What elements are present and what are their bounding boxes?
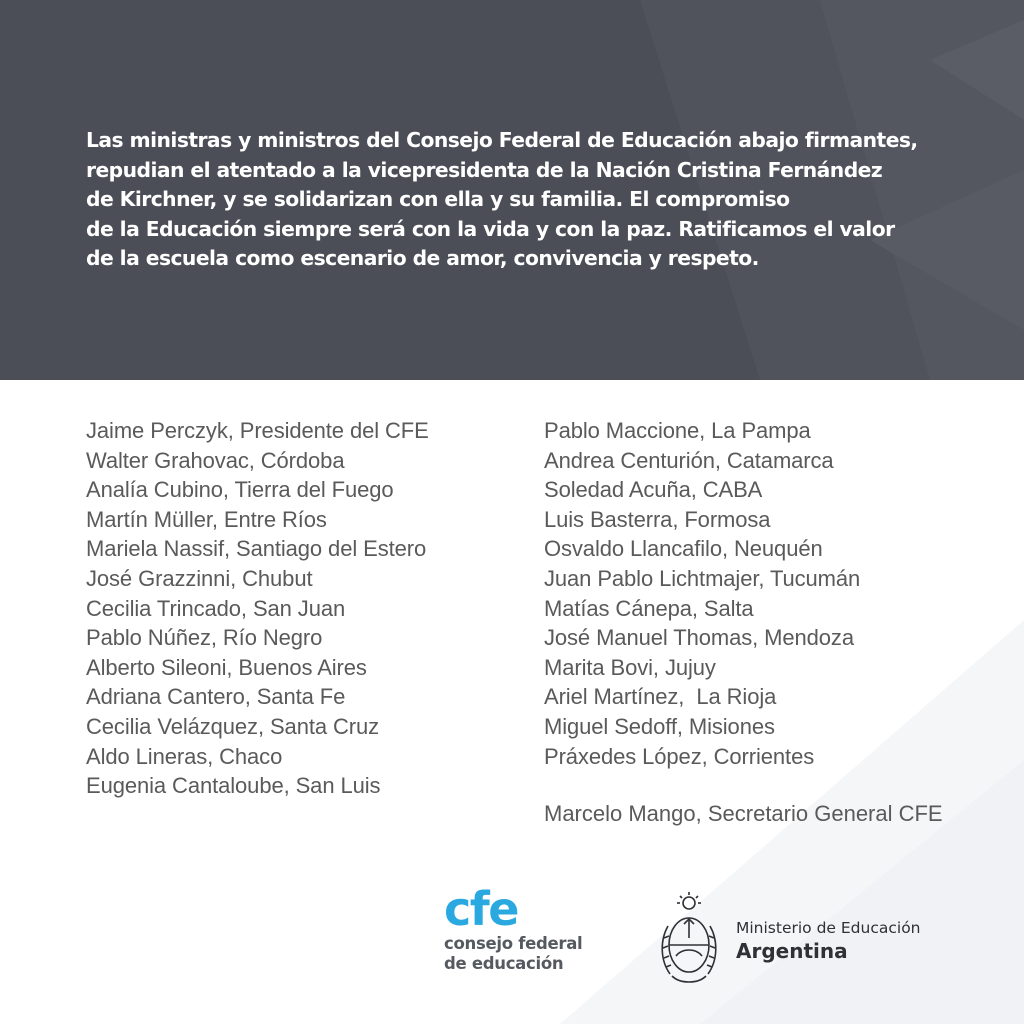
secretary-signatory: Marcelo Mango, Secretario General CFE xyxy=(544,801,943,826)
signatory: Adriana Cantero, Santa Fe xyxy=(86,684,346,710)
coat-of-arms-icon xyxy=(656,890,722,988)
signatory: Juan Pablo Lichtmajer, Tucumán xyxy=(544,565,861,591)
signatory: Ariel Martínez, La Rioja xyxy=(544,684,777,710)
cfe-logo-mark: cfe xyxy=(444,882,518,936)
signatory: Eugenia Cantaloube, San Luis xyxy=(86,773,381,799)
cfe-logo-line2: de educación xyxy=(444,954,564,973)
signatory: Walter Grahovac, Córdoba xyxy=(86,447,345,473)
signatory: Miguel Sedoff, Misiones xyxy=(544,713,775,739)
signatory: Cecilia Velázquez, Santa Cruz xyxy=(86,713,380,739)
signatory: Matías Cánepa, Salta xyxy=(544,595,754,621)
signatory: Soledad Acuña, CABA xyxy=(544,477,763,503)
signatories-right-column xyxy=(544,416,860,771)
signatory: Luis Basterra, Formosa xyxy=(544,506,771,532)
country-name: Argentina xyxy=(736,939,848,963)
statement-line: de la Educación siempre será con la vida y con la paz. Ratificamos el valor xyxy=(86,216,895,241)
signatory: Andrea Centurión, Catamarca xyxy=(544,447,834,473)
signatory: Analía Cubino, Tierra del Fuego xyxy=(86,477,394,503)
signatory: Pablo Núñez, Río Negro xyxy=(86,625,323,651)
ministry-text xyxy=(736,918,921,964)
cfe-logo-line1: consejo federal xyxy=(444,934,583,953)
statement-line: de la escuela como escenario de amor, convivencia y respeto. xyxy=(86,246,759,271)
ministry-logo xyxy=(656,890,956,990)
signatory: Martín Müller, Entre Ríos xyxy=(86,506,327,532)
signatory: Jaime Perczyk, Presidente del CFE xyxy=(86,418,429,443)
statement-banner xyxy=(0,0,1024,380)
signatory: José Grazzinni, Chubut xyxy=(86,565,313,591)
signatory: Cecilia Trincado, San Juan xyxy=(86,595,346,621)
signatory: Aldo Lineras, Chaco xyxy=(86,743,283,769)
signatory: José Manuel Thomas, Mendoza xyxy=(544,625,854,651)
statement-line: Las ministras y ministros del Consejo Federal de Educación abajo firmantes, xyxy=(86,128,918,152)
statement-line: repudian el atentado a la vicepresidenta de la Nación Cristina Fernández xyxy=(86,157,883,182)
statement-line: de Kirchner, y se solidarizan con ella y su familia. El compromiso xyxy=(86,187,790,212)
statement-text xyxy=(86,126,966,274)
ministry-name: Ministerio de Educación xyxy=(736,919,921,937)
signatory: Práxedes López, Corrientes xyxy=(544,743,815,769)
signatory: Marita Bovi, Jujuy xyxy=(544,654,716,680)
signatory: Pablo Maccione, La Pampa xyxy=(544,418,811,443)
signatory: Mariela Nassif, Santiago del Estero xyxy=(86,536,427,562)
cfe-logo xyxy=(444,884,604,984)
signatory: Osvaldo Llancafilo, Neuquén xyxy=(544,536,823,562)
signatories-left-column xyxy=(86,416,429,801)
signatory: Alberto Sileoni, Buenos Aires xyxy=(86,654,367,680)
